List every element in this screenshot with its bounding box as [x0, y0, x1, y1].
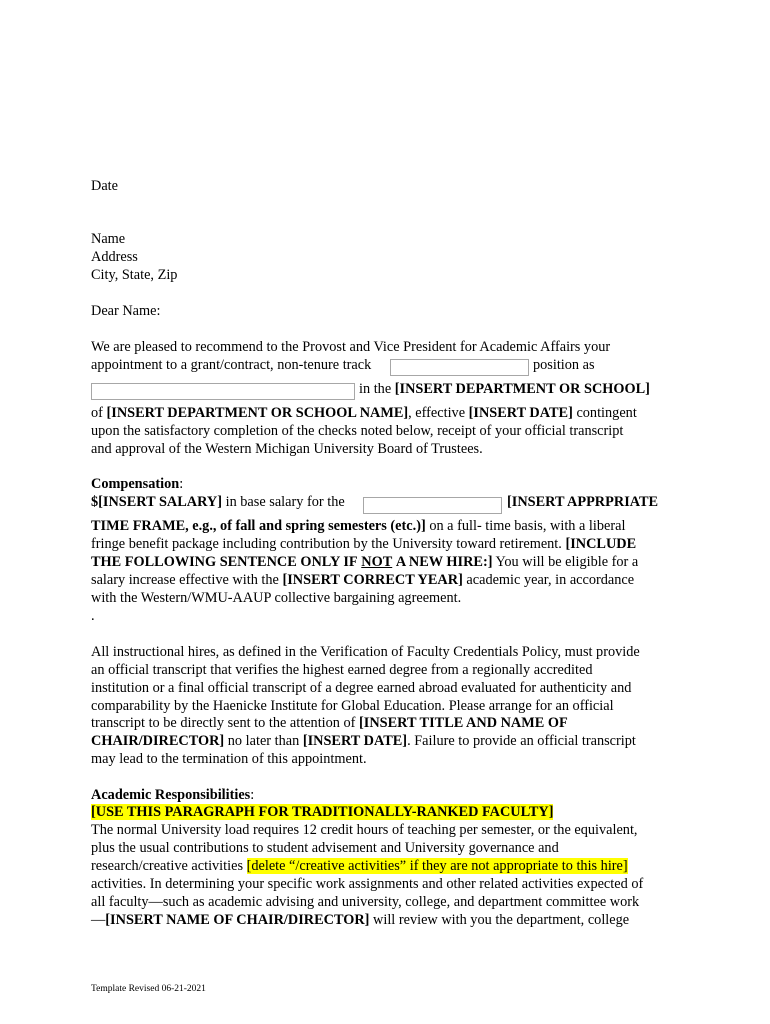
comp-base-salary-text: in base salary for the	[225, 494, 345, 510]
following-sentence-instruction: THE FOLLOWING SENTENCE ONLY IF	[91, 554, 358, 570]
p1-line-2-text: appointment to a grant/contract, non-tenure track	[91, 357, 372, 373]
not-emphasis: NOT	[361, 554, 393, 570]
comp-accordance-text: academic year, in accordance	[466, 572, 635, 588]
insert-time-frame: TIME FRAME, e.g., of fall and spring semesters (etc.)]	[91, 518, 426, 534]
ar-instruction-line	[91, 803, 553, 821]
comp-full-time-text: on a full- time basis, with a liberal	[429, 518, 626, 534]
academic-responsibilities-heading	[91, 786, 254, 804]
position-title-field[interactable]	[91, 383, 355, 400]
insert-dept-name: [INSERT DEPARTMENT OR SCHOOL NAME]	[106, 405, 409, 421]
comp-increase-text: salary increase effective with the	[91, 572, 279, 588]
position-type-field[interactable]	[390, 359, 529, 376]
p1-line-4	[91, 404, 637, 422]
comp-line-5	[91, 571, 634, 589]
insert-name-of-chair: [INSERT NAME OF CHAIR/DIRECTOR]	[105, 912, 370, 928]
new-hire-instruction: A NEW HIRE:]	[395, 554, 493, 570]
insert-date-transcript: [INSERT DATE]	[302, 733, 408, 749]
p1-line-3	[359, 380, 650, 398]
transcript-failure-text: . Failure to provide an official transcript	[407, 733, 636, 749]
ar-line-1: The normal University load requires 12 credit hours of teaching per semester, or the equivalent,	[91, 822, 638, 838]
time-frame-field[interactable]	[363, 497, 502, 514]
compensation-title: Compensation	[91, 476, 180, 492]
p1-of: of	[91, 405, 103, 421]
ar-review-text: will review with you the department, college	[373, 912, 630, 928]
comp-appropriate	[507, 493, 658, 511]
transcript-line-3: institution or a final official transcript of a degree earned abroad evaluated for authenticity and	[91, 680, 632, 696]
comp-fringe-text: fringe benefit package including contribution by the University toward retirement.	[91, 536, 562, 552]
p1-contingent: contingent	[576, 405, 637, 421]
academic-responsibilities-colon: :	[250, 787, 255, 803]
comp-line-6: with the Western/WMU-AAUP collective bargaining agreement.	[91, 590, 462, 606]
comp-line-7: .	[91, 608, 95, 624]
insert-chair-director: CHAIR/DIRECTOR]	[91, 733, 225, 749]
template-revised-footer: Template Revised 06-21-2021	[91, 984, 206, 994]
recipient-address: Address	[91, 249, 138, 265]
comp-eligible-text: You will be eligible for a	[495, 554, 639, 570]
p1-position-as: position as	[533, 357, 595, 373]
traditionally-ranked-instruction: [USE THIS PARAGRAPH FOR TRADITIONALLY-RANKED FACULTY]	[91, 804, 554, 820]
ar-research-text: research/creative activities	[91, 858, 244, 874]
insert-correct-year: [INSERT CORRECT YEAR]	[282, 572, 463, 588]
p1-line-5: upon the satisfactory completion of the checks noted below, receipt of your official transcript	[91, 423, 624, 439]
insert-salary: $[INSERT SALARY]	[91, 494, 223, 510]
transcript-line-2: an official transcript that verifies the highest earned degree from a regionally accredited	[91, 662, 593, 678]
comp-line-2	[91, 517, 625, 535]
transcript-line-6	[91, 732, 636, 750]
ar-line-3	[91, 857, 628, 875]
comp-line-1	[91, 493, 345, 511]
compensation-heading	[91, 475, 183, 493]
salutation: Dear Name:	[91, 303, 161, 319]
recipient-name: Name	[91, 231, 126, 247]
insert-appropriate: [INSERT APPRPRIATE	[507, 494, 659, 510]
ar-line-6	[91, 911, 629, 929]
date-line: Date	[91, 178, 118, 194]
include-instruction: [INCLUDE	[565, 536, 637, 552]
transcript-line-5	[91, 714, 568, 732]
p1-line-1: We are pleased to recommend to the Provost and Vice President for Academic Affairs your	[91, 339, 611, 355]
transcript-line-4: comparability by the Haenicke Institute for Global Education. Please arrange for an official	[91, 698, 614, 714]
ar-line-4: activities. In determining your specific work assignments and other related activities expected of	[91, 876, 644, 892]
p1-effective: , effective	[408, 405, 466, 421]
transcript-line-7: may lead to the termination of this appointment.	[91, 751, 367, 767]
ar-line-5: all faculty—such as academic advising and university, college, and department committee work	[91, 894, 640, 910]
compensation-colon: :	[179, 476, 184, 492]
ar-em-dash: —	[91, 912, 106, 928]
insert-date: [INSERT DATE]	[468, 405, 573, 421]
recipient-city: City, State, Zip	[91, 267, 178, 283]
academic-responsibilities-title: Academic Responsibilities	[91, 787, 251, 803]
transcript-line-1: All instructional hires, as defined in the Verification of Faculty Credentials Policy, must provide	[91, 644, 640, 660]
transcript-attention-text: transcript to be directly sent to the attention of	[91, 715, 356, 731]
p1-in-the: in the	[359, 381, 392, 397]
p1-line-2	[91, 356, 371, 374]
transcript-no-later-text: no later than	[227, 733, 300, 749]
insert-dept-or-school: [INSERT DEPARTMENT OR SCHOOL]	[394, 381, 650, 397]
p1-line-6: and approval of the Western Michigan University Board of Trustees.	[91, 441, 483, 457]
insert-title-and-name: [INSERT TITLE AND NAME OF	[359, 715, 568, 731]
ar-line-2: plus the usual contributions to student advisement and University governance and	[91, 840, 559, 856]
comp-line-3	[91, 535, 636, 553]
delete-creative-activities-note: [delete “/creative activities” if they are not appropriate to this hire]	[246, 858, 628, 874]
comp-line-4	[91, 553, 638, 571]
